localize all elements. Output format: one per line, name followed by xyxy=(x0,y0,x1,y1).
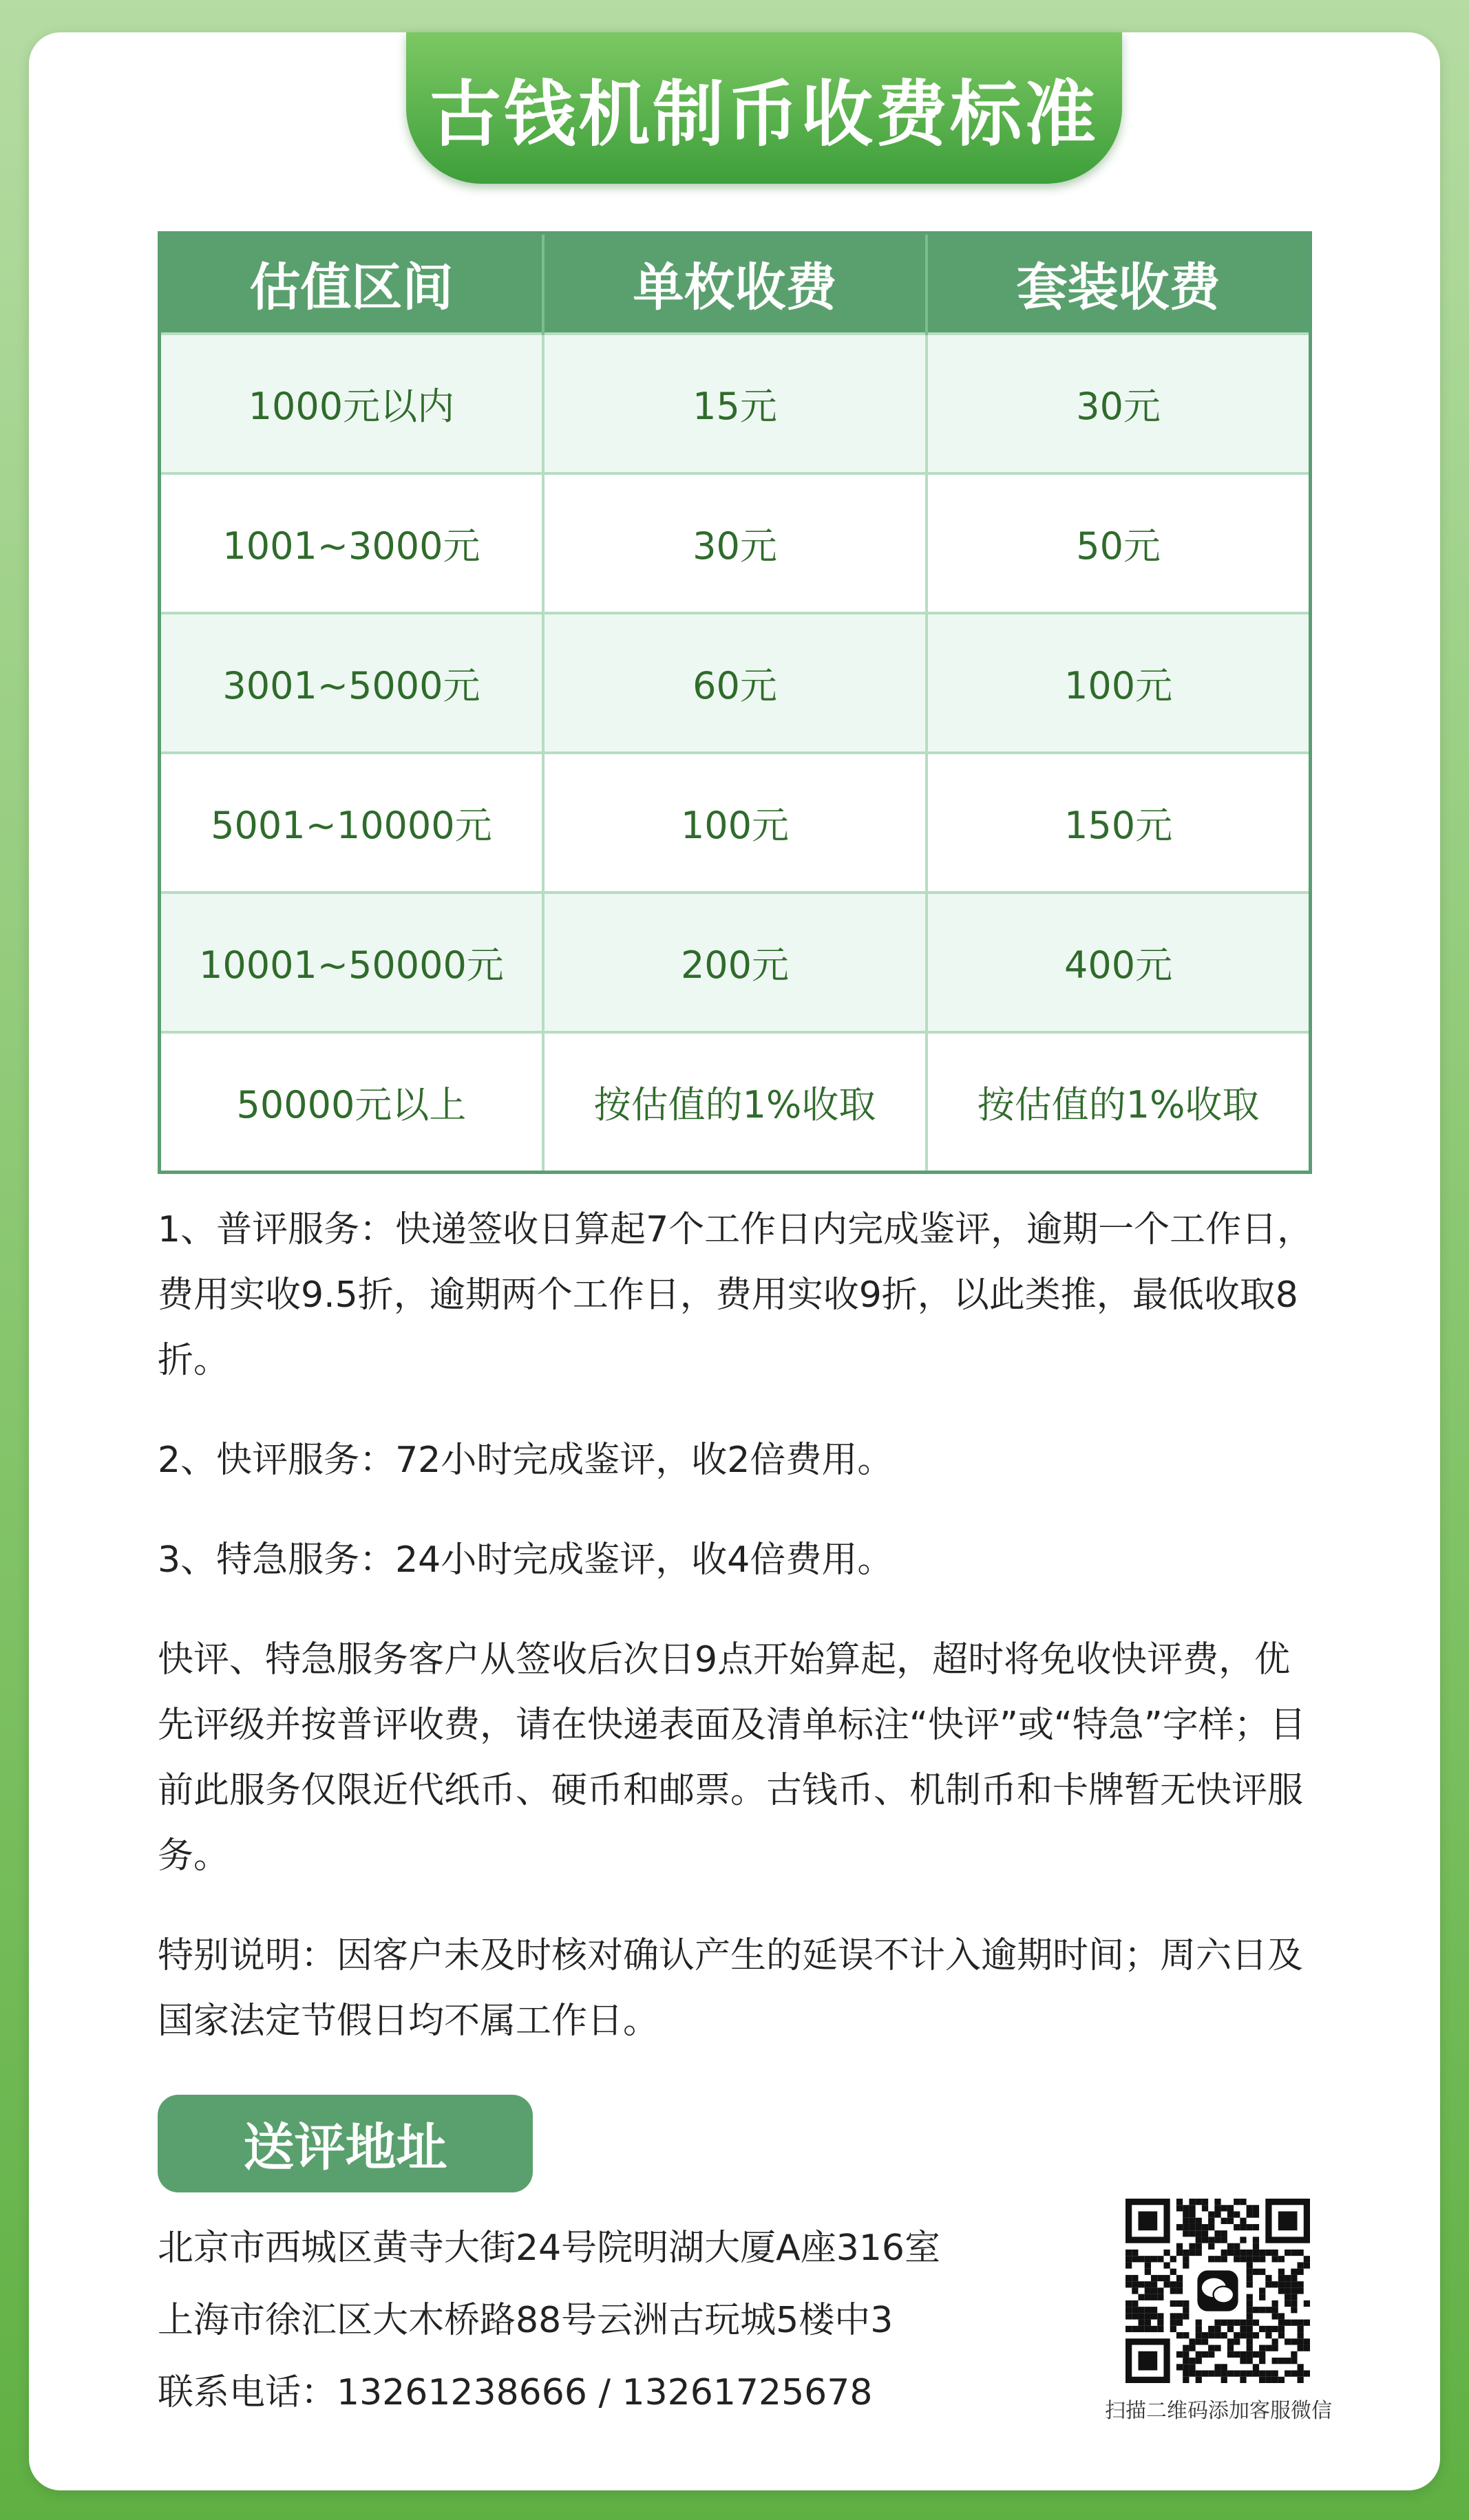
cell-single-fee: 100元 xyxy=(543,753,927,893)
cell-single-fee: 200元 xyxy=(543,893,927,1032)
cell-set-fee: 按估值的1%收取 xyxy=(927,1032,1310,1173)
address-beijing: 北京市西城区黄寺大街24号院明湖大厦A座316室 xyxy=(158,2228,940,2269)
qr-caption: 扫描二维码添加客服微信 xyxy=(1105,2399,1332,2423)
note-special-statement: 特别说明：因客户未及时核对确认产生的延误不计入逾期时间；周六日及国家法定节假日均不属工作日。 xyxy=(158,1935,1304,2042)
page-title: 古钱机制币收费标准 xyxy=(429,72,1099,156)
table-row xyxy=(160,334,1311,473)
table-row xyxy=(160,893,1311,1032)
cell-range: 1000元以内 xyxy=(160,334,543,473)
cell-set-fee: 30元 xyxy=(927,334,1310,473)
cell-set-fee: 400元 xyxy=(927,893,1310,1032)
cell-range: 1001~3000元 xyxy=(160,473,543,613)
cell-set-fee: 150元 xyxy=(927,753,1310,893)
address-block xyxy=(158,2212,1053,2429)
address-badge-label: 送评地址 xyxy=(243,2118,447,2177)
note-regular-service: 1、普评服务：快递签收日算起7个工作日内完成鉴评，逾期一个工作日，费用实收9.5折，逾期两个工作日，费用实收9折，以此类推，最低收取8折。 xyxy=(158,1209,1313,1381)
qr-code xyxy=(1125,2199,1310,2383)
service-notes xyxy=(158,1197,1321,2089)
wechat-icon xyxy=(1192,2265,1243,2316)
note-timing-rules: 快评、特急服务客户从签收后次日9点开始算起，超时将免收快评费，优先评级并按普评收费，请在快递表面及清单标注“快评”或“特急”字样；目前此服务仅限近代纸币、硬币和邮票。古钱币、机制币和卡牌暂无快评服务。 xyxy=(158,1639,1306,1877)
table-row xyxy=(160,473,1311,613)
contact-phone: 联系电话：13261238666 / 13261725678 xyxy=(158,2372,873,2413)
table-row xyxy=(160,1032,1311,1173)
cell-range: 50000元以上 xyxy=(160,1032,543,1173)
header-valuation-range: 估值区间 xyxy=(160,233,543,334)
cell-single-fee: 30元 xyxy=(543,473,927,613)
cell-single-fee: 按估值的1%收取 xyxy=(543,1032,927,1173)
table-row xyxy=(160,753,1311,893)
table-header-row xyxy=(160,233,1311,334)
cell-set-fee: 50元 xyxy=(927,473,1310,613)
title-banner xyxy=(406,32,1122,184)
address-shanghai: 上海市徐汇区大木桥路88号云洲古玩城5楼中3 xyxy=(158,2300,894,2341)
cell-range: 10001~50000元 xyxy=(160,893,543,1032)
table-row xyxy=(160,613,1311,753)
header-set-fee: 套装收费 xyxy=(927,233,1310,334)
note-fast-service: 2、快评服务：72小时完成鉴评，收2倍费用。 xyxy=(158,1440,894,1481)
note-urgent-service: 3、特急服务：24小时完成鉴评，收4倍费用。 xyxy=(158,1539,894,1581)
cell-single-fee: 15元 xyxy=(543,334,927,473)
fee-table xyxy=(158,231,1312,1174)
cell-set-fee: 100元 xyxy=(927,613,1310,753)
header-single-fee: 单枚收费 xyxy=(543,233,927,334)
cell-range: 5001~10000元 xyxy=(160,753,543,893)
cell-single-fee: 60元 xyxy=(543,613,927,753)
cell-range: 3001~5000元 xyxy=(160,613,543,753)
address-badge xyxy=(158,2095,533,2192)
